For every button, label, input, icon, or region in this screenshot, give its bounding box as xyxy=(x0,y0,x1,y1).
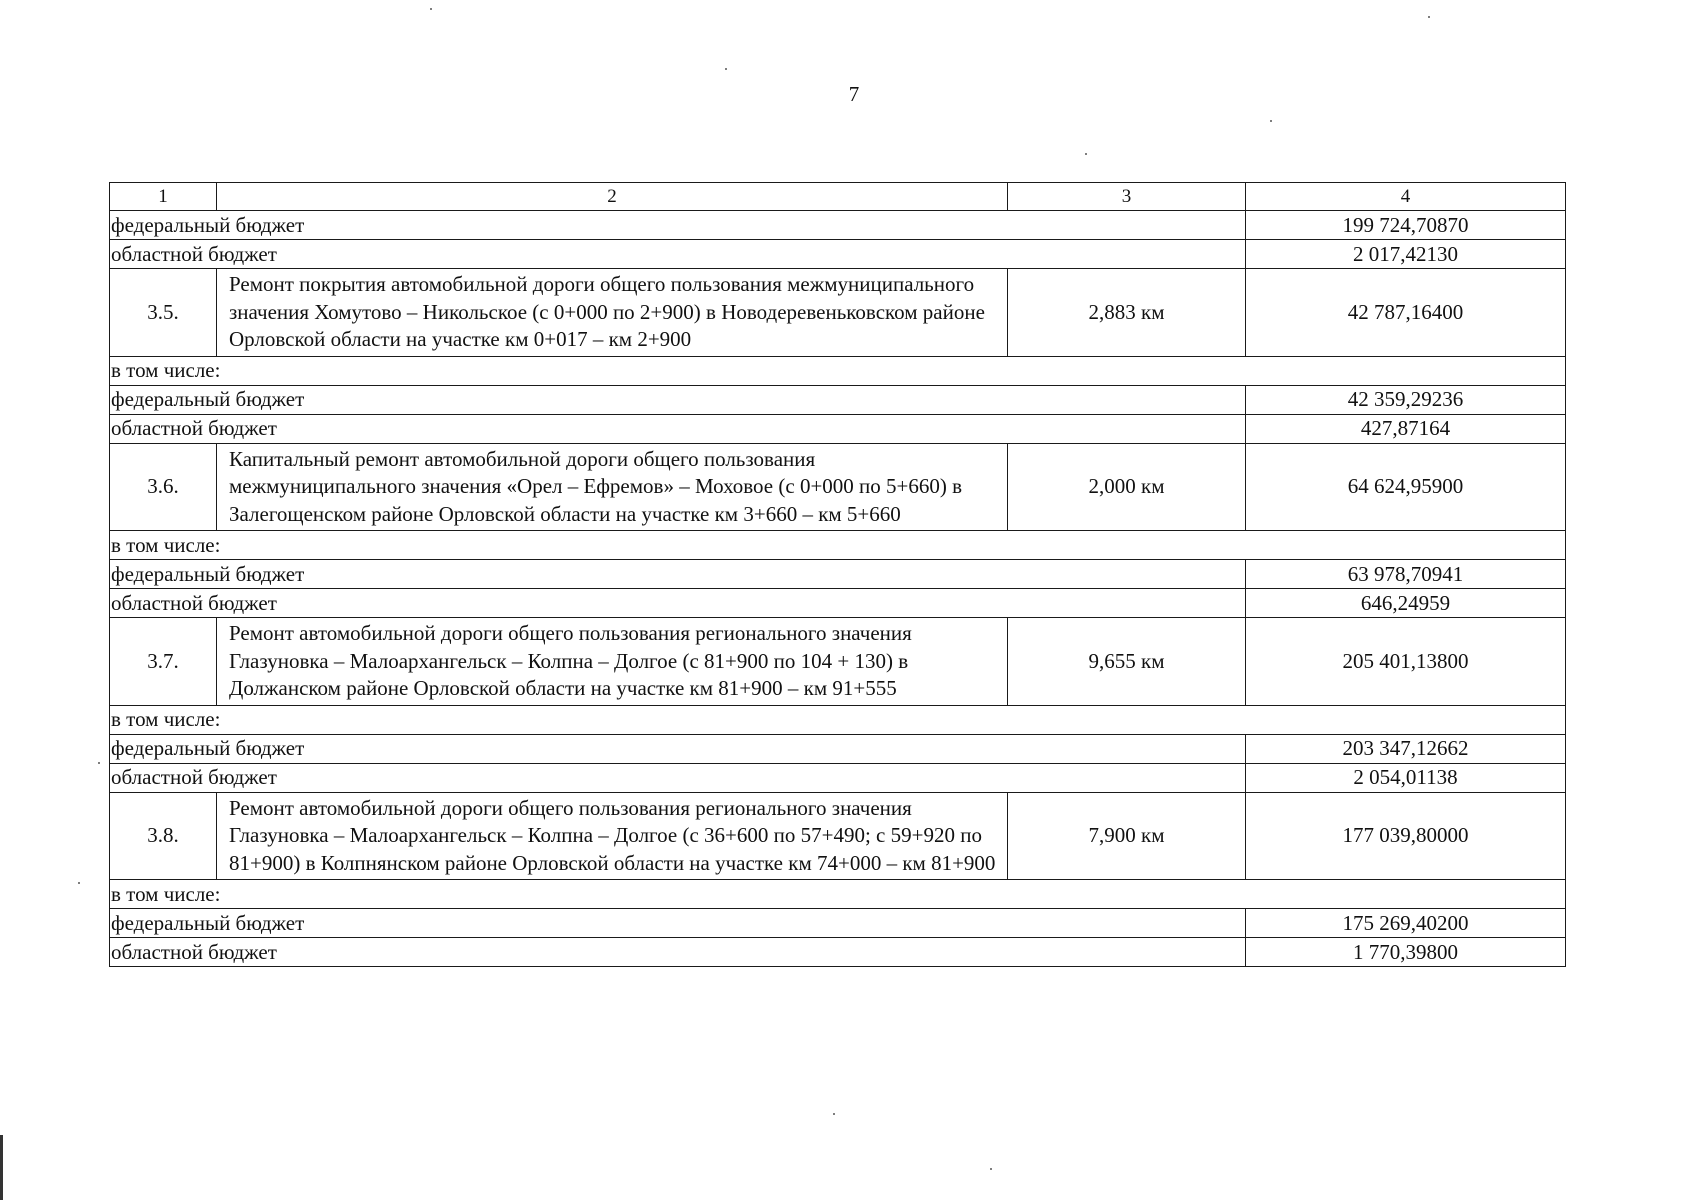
scan-speck xyxy=(1428,16,1430,18)
item-row xyxy=(110,618,1566,706)
item-description: Ремонт автомобильной дороги общего пользования регионального значения Глазуновка – Малоархангельск – Колпна – Долгое (с 81+900 по 104 + 130) в Должанском районе Орловской области на участке км 81+900 – км 91+555 xyxy=(217,618,1008,706)
federal-budget-label: федеральный бюджет xyxy=(110,734,1246,763)
regional-budget-label: областной бюджет xyxy=(110,589,1246,618)
federal-budget-amount: 175 269,40200 xyxy=(1246,909,1566,938)
regional-budget-amount: 2 017,42130 xyxy=(1246,240,1566,269)
scan-speck xyxy=(78,882,80,884)
federal-budget-row xyxy=(110,385,1566,414)
item-length: 2,883 км xyxy=(1008,269,1246,357)
regional-budget-amount: 646,24959 xyxy=(1246,589,1566,618)
including-label: в том числе: xyxy=(110,531,1566,560)
column-number: 1 xyxy=(110,183,217,211)
regional-budget-row xyxy=(110,589,1566,618)
federal-budget-label: федеральный бюджет xyxy=(110,909,1246,938)
federal-budget-row xyxy=(110,909,1566,938)
item-length: 2,000 км xyxy=(1008,443,1246,531)
item-description: Ремонт покрытия автомобильной дороги общего пользования межмуниципального значения Хомутово – Никольское (с 0+000 по 2+900) в Новодеревеньковском районе Орловской области на участке км 0+017 – км 2+900 xyxy=(217,269,1008,357)
item-number: 3.7. xyxy=(110,618,217,706)
item-total: 42 787,16400 xyxy=(1246,269,1566,357)
budget-table xyxy=(109,182,1566,967)
including-row xyxy=(110,705,1566,734)
item-number: 3.5. xyxy=(110,269,217,357)
column-number-row xyxy=(110,183,1566,211)
regional-budget-amount: 1 770,39800 xyxy=(1246,938,1566,967)
item-number: 3.8. xyxy=(110,792,217,880)
item-number: 3.6. xyxy=(110,443,217,531)
scan-speck xyxy=(98,762,100,764)
scan-speck xyxy=(833,1113,835,1115)
scan-speck xyxy=(725,68,727,70)
regional-budget-amount: 2 054,01138 xyxy=(1246,763,1566,792)
including-label: в том числе: xyxy=(110,880,1566,909)
column-number: 3 xyxy=(1008,183,1246,211)
federal-budget-amount: 199 724,70870 xyxy=(1246,211,1566,240)
regional-budget-label: областной бюджет xyxy=(110,938,1246,967)
item-description: Капитальный ремонт автомобильной дороги общего пользования межмуниципального значения «Орел – Ефремов» – Моховое (с 0+000 по 5+660) в Залегощенском районе Орловской области на участке км 3+660 – км 5+660 xyxy=(217,443,1008,531)
page-number: 7 xyxy=(848,82,860,106)
federal-budget-amount: 203 347,12662 xyxy=(1246,734,1566,763)
regional-budget-label: областной бюджет xyxy=(110,414,1246,443)
federal-budget-label: федеральный бюджет xyxy=(110,560,1246,589)
regional-budget-row xyxy=(110,938,1566,967)
including-label: в том числе: xyxy=(110,356,1566,385)
column-number: 2 xyxy=(217,183,1008,211)
item-row xyxy=(110,792,1566,880)
item-description: Ремонт автомобильной дороги общего пользования регионального значения Глазуновка – Малоархангельск – Колпна – Долгое (с 36+600 по 57+490; с 59+920 по 81+900) в Колпнянском районе Орловской области на участке км 74+000 – км 81+900 xyxy=(217,792,1008,880)
item-row xyxy=(110,269,1566,357)
scan-speck xyxy=(1270,120,1272,122)
regional-budget-label: областной бюджет xyxy=(110,240,1246,269)
scan-speck xyxy=(990,1168,992,1170)
federal-budget-row xyxy=(110,560,1566,589)
federal-budget-amount: 42 359,29236 xyxy=(1246,385,1566,414)
regional-budget-label: областной бюджет xyxy=(110,763,1246,792)
federal-budget-row xyxy=(110,734,1566,763)
regional-budget-amount: 427,87164 xyxy=(1246,414,1566,443)
federal-budget-label: федеральный бюджет xyxy=(110,385,1246,414)
federal-budget-amount: 63 978,70941 xyxy=(1246,560,1566,589)
including-row xyxy=(110,356,1566,385)
including-label: в том числе: xyxy=(110,705,1566,734)
item-length: 7,900 км xyxy=(1008,792,1246,880)
item-row xyxy=(110,443,1566,531)
item-total: 177 039,80000 xyxy=(1246,792,1566,880)
federal-budget-label: федеральный бюджет xyxy=(110,211,1246,240)
regional-budget-row xyxy=(110,240,1566,269)
item-total: 205 401,13800 xyxy=(1246,618,1566,706)
scan-speck xyxy=(430,8,432,10)
item-length: 9,655 км xyxy=(1008,618,1246,706)
regional-budget-row xyxy=(110,414,1566,443)
federal-budget-row xyxy=(110,211,1566,240)
including-row xyxy=(110,880,1566,909)
column-number: 4 xyxy=(1246,183,1566,211)
including-row xyxy=(110,531,1566,560)
regional-budget-row xyxy=(110,763,1566,792)
item-total: 64 624,95900 xyxy=(1246,443,1566,531)
scan-speck xyxy=(1085,153,1087,155)
scan-edge-mark xyxy=(0,1135,3,1200)
